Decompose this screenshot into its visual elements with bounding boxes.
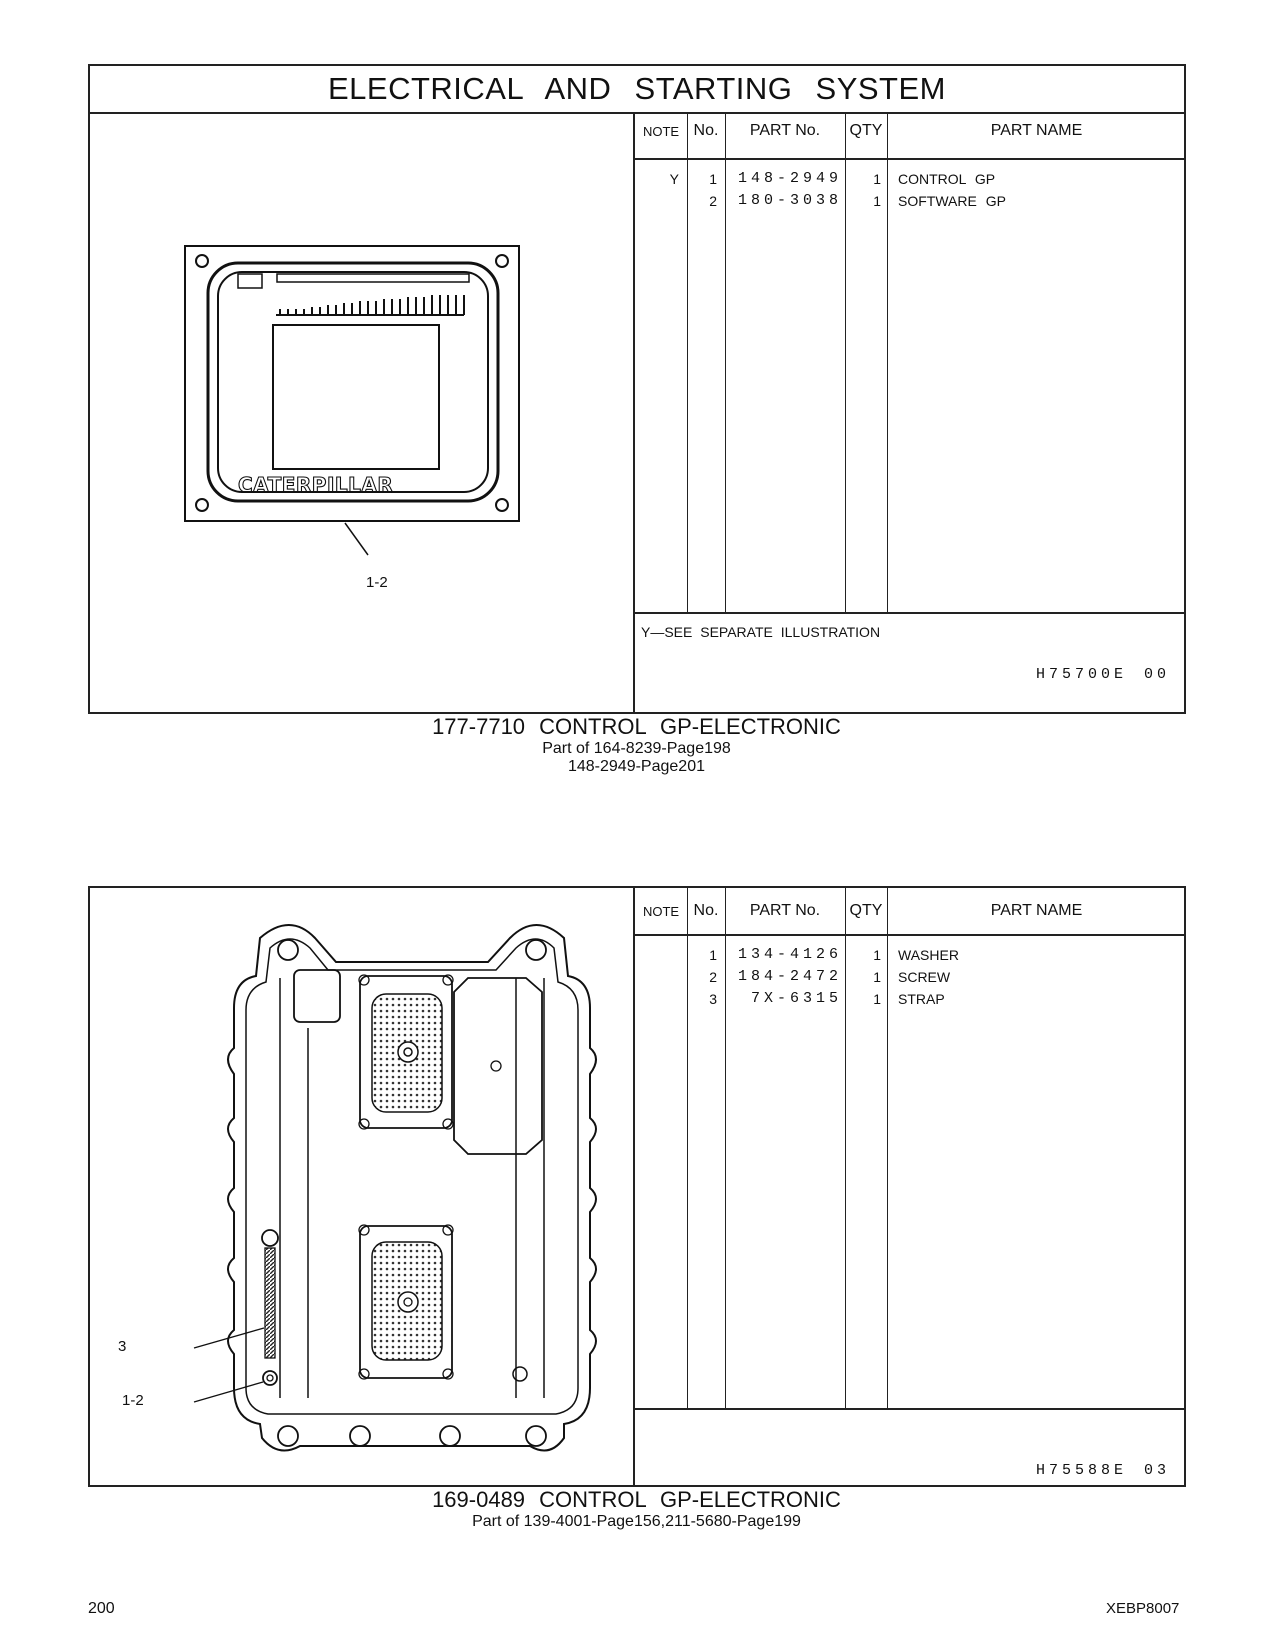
reference-revision: 00 [1144, 666, 1171, 683]
figure-reference: Part of 164-8239-Page198 [542, 740, 731, 757]
parts-panel-1 [88, 64, 1186, 714]
column-line [887, 888, 888, 1408]
callout-label: 1-2 [366, 574, 388, 591]
header-part-name: PART NAME [990, 902, 1083, 919]
header-rule [633, 158, 1186, 160]
header-note: NOTE [642, 904, 680, 919]
row-no: 1 [709, 947, 717, 963]
row-qty: 1 [873, 171, 881, 187]
header-qty: QTY [849, 902, 883, 919]
row-no: 2 [709, 193, 717, 209]
row-no: 2 [709, 969, 717, 985]
row-part-name: CONTROL GP [898, 171, 996, 187]
footnote-rule [633, 612, 1186, 614]
row-qty: 1 [873, 193, 881, 209]
header-no: No. [693, 122, 719, 139]
row-part-no: 7X-6315 [750, 990, 842, 1007]
panel-divider [633, 112, 635, 714]
row-part-name: WASHER [898, 947, 959, 963]
column-line [887, 112, 888, 612]
row-note: Y [669, 171, 679, 187]
page-number: 200 [88, 1600, 115, 1617]
caterpillar-logo: CATERPILLAR [238, 473, 394, 497]
header-note: NOTE [642, 124, 680, 139]
row-no: 3 [709, 991, 717, 1007]
row-qty: 1 [873, 947, 881, 963]
reference-code: H75588E [1036, 1462, 1128, 1479]
figure-reference: Part of 139-4001-Page156,211-5680-Page199 [472, 1513, 801, 1530]
header-no: No. [693, 902, 719, 919]
callout-label: 1-2 [122, 1392, 144, 1409]
row-part-name: SOFTWARE GP [898, 193, 1006, 209]
document-code: XEBP8007 [1106, 1600, 1180, 1617]
row-part-name: SCREW [898, 969, 951, 985]
reference-revision: 03 [1144, 1462, 1171, 1479]
footnote: Y—SEE SEPARATE ILLUSTRATION [641, 624, 881, 640]
column-line [725, 112, 726, 612]
row-part-no: 180-3038 [737, 192, 842, 209]
panel-divider [633, 888, 635, 1485]
row-part-name: STRAP [898, 991, 945, 1007]
figure-reference: 148-2949-Page201 [567, 758, 705, 775]
row-qty: 1 [873, 969, 881, 985]
header-qty: QTY [849, 122, 883, 139]
column-line [725, 888, 726, 1408]
row-part-no: 184-2472 [737, 968, 842, 985]
control-module-illustration [180, 241, 530, 571]
footnote-rule [633, 1408, 1186, 1410]
row-no: 1 [709, 171, 717, 187]
callout-label: 3 [118, 1338, 127, 1355]
header-part-no: PART No. [749, 902, 821, 919]
header-part-no: PART No. [749, 122, 821, 139]
figure-caption: 169-0489 CONTROL GP-ELECTRONIC [432, 1487, 841, 1512]
reference-code: H75700E [1036, 666, 1128, 683]
ecm-housing-illustration [150, 918, 620, 1478]
section-title: ELECTRICAL AND STARTING SYSTEM [90, 66, 1184, 114]
parts-panel-2 [88, 886, 1186, 1487]
header-part-name: PART NAME [990, 122, 1083, 139]
row-qty: 1 [873, 991, 881, 1007]
header-rule [633, 934, 1186, 936]
figure-caption: 177-7710 CONTROL GP-ELECTRONIC [432, 714, 841, 739]
row-part-no: 148-2949 [737, 170, 842, 187]
row-part-no: 134-4126 [737, 946, 842, 963]
